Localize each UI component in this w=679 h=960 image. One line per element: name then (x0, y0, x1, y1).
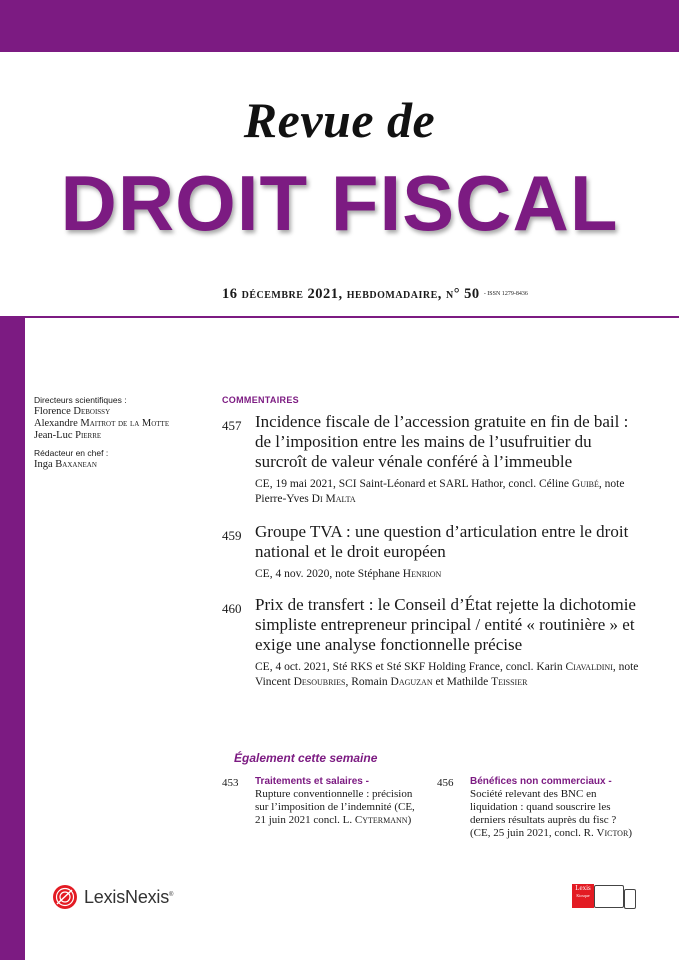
article-reference: CE, 19 mai 2021, SCI Saint-Léonard et SARL Hathor, concl. Céline Guibé, note Pierre-Yves Di Malta (255, 478, 625, 505)
director-name: Florence Deboissy (34, 406, 111, 417)
lexisnexis-logo (52, 884, 173, 910)
lexisnexis-logo-icon (52, 884, 78, 910)
top-color-bar (0, 0, 679, 52)
header-divider (25, 316, 679, 318)
phone-icon (624, 889, 636, 909)
short-article-456[interactable] (437, 775, 637, 840)
article-reference: CE, 4 oct. 2021, Sté RKS et Sté SKF Holding France, concl. Karin Ciavaldini, note Vincent Desoubries, Romain Daguzan et Mathilde Teissier (255, 661, 639, 688)
article-title: Prix de transfert : le Conseil d’État rejette la dichotomie simpliste entrepreneur principal / entité « routinière » et exige une analyse fonctionnelle précise (255, 595, 636, 654)
lexis-kiosque-badge: Lexis Kiosque (572, 884, 594, 908)
article-number: 457 (222, 418, 242, 433)
article-number: 459 (222, 528, 242, 543)
article-reference: CE, 4 nov. 2020, note Stéphane Henrion (255, 568, 442, 580)
article-category: Bénéfices non commerciaux - (470, 776, 612, 787)
article-title: Incidence fiscale de l’accession gratuite en fin de bail : de l’imposition entre les mains de l’usufruitier du surcroît de valeur vénale conféré à l’immeuble (255, 412, 629, 471)
editor-label: Rédacteur en chef : (34, 448, 109, 458)
article-number: 460 (222, 601, 242, 616)
directors-label: Directeurs scientifiques : (34, 395, 127, 405)
article-summary: Rupture conventionnelle : précision sur l’imposition de l’indemnité (CE, 21 juin 2021 concl. L. Cytermann) (255, 788, 415, 826)
article-number: 456 (437, 777, 454, 789)
masthead-subtitle: Revue de (243, 92, 436, 148)
director-name: Jean-Luc Pierre (34, 430, 102, 441)
article-459[interactable] (222, 522, 642, 582)
digital-editions-badge (572, 881, 640, 911)
issue-info (222, 286, 528, 303)
issue-date: 16 décembre 2021, hebdomadaire, n° 50 (222, 286, 480, 302)
article-title: Groupe TVA : une question d’articulation entre le droit national et le droit européen (255, 522, 629, 561)
brand-name: LexisNexis® (84, 886, 174, 907)
left-color-bar (0, 316, 25, 960)
short-article-453[interactable] (222, 775, 422, 827)
tablet-icon (594, 885, 624, 908)
editorial-staff (34, 395, 214, 471)
article-number: 453 (222, 777, 239, 789)
article-457[interactable] (222, 412, 642, 507)
article-460[interactable] (222, 595, 642, 690)
section-heading-also: Également cette semaine (234, 751, 378, 765)
section-heading-commentaires: COMMENTAIRES (222, 395, 299, 405)
article-category: Traitements et salaires - (255, 776, 369, 787)
masthead-title: DROIT FISCAL (60, 159, 619, 247)
issn: - ISSN 1279-8436 (483, 291, 528, 297)
director-name: Alexandre Maitrot de la Motte (34, 418, 170, 429)
editor-name: Inga Baxanean (34, 459, 97, 470)
article-summary: Société relevant des BNC en liquidation : quand souscrire les derniers résultats auprès du fisc ? (CE, 25 juin 2021, concl. R. Victor) (470, 788, 632, 839)
